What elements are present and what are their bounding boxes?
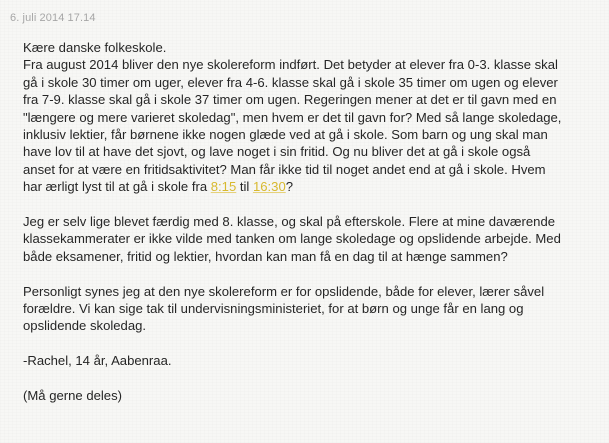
time-link-start[interactable]: 8:15 (210, 179, 237, 195)
greeting-line: Kære danske folkeskole. (23, 40, 167, 55)
text-segment: ? (285, 179, 294, 195)
note-timestamp: 6. juli 2014 17.14 (10, 12, 96, 24)
footer-line: (Må gerne deles) (23, 388, 122, 404)
paragraph-reform (23, 56, 603, 195)
text-line: forældre. Vi kan sige tak til undervisningsministeriet, for at børn og unge får en lang og (23, 301, 524, 317)
signature-line: -Rachel, 14 år, Aabenraa. (23, 353, 172, 369)
greeting (23, 39, 603, 56)
text-line: inklusiv lektier, får børnene ikke nogen glæde ved at gå i skole. Som barn og ung skal man (23, 127, 548, 143)
footer-note (23, 387, 603, 404)
paragraph-spacer (23, 370, 603, 387)
paragraph-personal (23, 213, 603, 265)
text-line: fra 7-9. klasse skal gå i skole 37 timer om ugen. Regeringen mener at det er til gavn med en (23, 92, 557, 108)
text-line: anset for at være en fritidsaktivitet? Man får ikke tid til noget andet end at gå i skole. Hvem (23, 161, 546, 177)
paragraph-spacer (23, 265, 603, 282)
paragraph-opinion (23, 283, 603, 335)
text-line: Jeg er selv lige blevet færdig med 8. klasse, og skal på efterskole. Flere at mine daværende (23, 214, 556, 230)
text-line: opslidende skoledag. (23, 318, 147, 334)
text-line: Fra august 2014 bliver den nye skolereform indført. Det betyder at elever fra 0-3. klasse skal (23, 57, 558, 73)
text-line: Personligt synes jeg at den nye skolereform er for opslidende, både for elever, lærer såvel (23, 283, 545, 299)
text-segment: til (236, 179, 253, 195)
text-line: klassekammerater er ikke vilde med tanken om lange skoledage og opslidende arbejde. Med (23, 231, 561, 247)
text-line-with-times (23, 178, 603, 195)
text-line: både eksamener, fritid og lektier, hvordan kan man få en dag til at hænge sammen? (23, 248, 508, 264)
note-body[interactable] (23, 39, 603, 404)
paragraph-spacer (23, 196, 603, 213)
time-link-end[interactable]: 16:30 (252, 179, 286, 195)
signature (23, 352, 603, 369)
text-line: have lov til at have det sjovt, og lave noget i sin fritid. Og nu bliver det at gå i skole også (23, 144, 531, 160)
text-line: gå i skole 30 timer om uger, elever fra 4-6. klasse skal gå i skole 35 timer om ugen og elever (23, 74, 558, 90)
text-line: "længere og mere varieret skoledag", men hvem er det til gavn for? Med så lange skoledage, (23, 109, 562, 125)
paragraph-spacer (23, 335, 603, 352)
text-segment: har ærligt lyst til at gå i skole fra (23, 179, 211, 195)
